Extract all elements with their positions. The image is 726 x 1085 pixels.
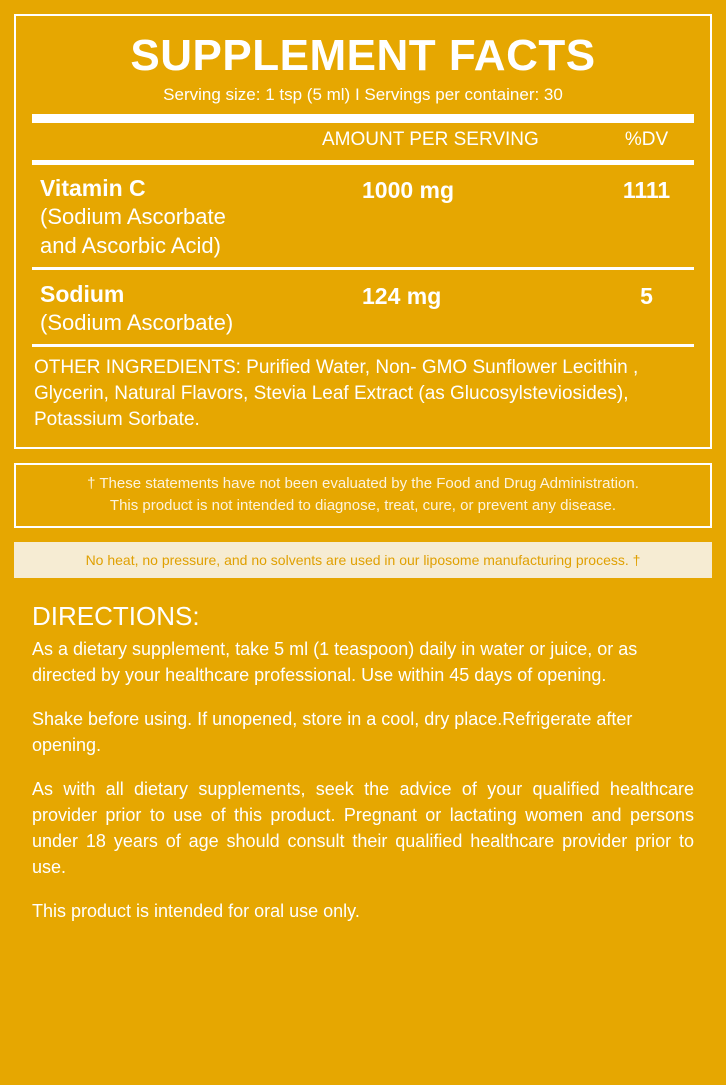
nutrient-name: Vitamin C bbox=[40, 175, 146, 201]
column-headers bbox=[32, 125, 694, 156]
other-ingredients-text: OTHER INGREDIENTS: Purified Water, Non- GMO Sunflower Lecithin , Glycerin, Natural Flavors, Stevia Leaf Extract (as Glucosylsteviosides), Potassium Sorbate. bbox=[34, 357, 639, 430]
supplement-facts-panel bbox=[14, 14, 712, 449]
nutrient-amount: 1000 mg bbox=[362, 177, 455, 203]
serving-size-line: Serving size: 1 tsp (5 ml) I Servings per container: 30 bbox=[163, 85, 563, 104]
nutrient-name: Sodium bbox=[40, 281, 125, 307]
directions-paragraph-2: Shake before using. If unopened, store in a cool, dry place.Refrigerate after opening. bbox=[32, 709, 633, 755]
nutrient-source-line-1: (Sodium Ascorbate bbox=[40, 204, 226, 229]
divider-thick-top bbox=[32, 114, 694, 123]
directions-section bbox=[14, 600, 712, 924]
table-row bbox=[32, 274, 694, 341]
nutrient-name-group bbox=[32, 280, 362, 337]
directions-paragraph-1: As a dietary supplement, take 5 ml (1 teaspoon) daily in water or juice, or as directed by your healthcare professional. Use within 45 days of opening. bbox=[32, 639, 638, 685]
directions-paragraph-4: This product is intended for oral use only. bbox=[32, 901, 360, 921]
nutrient-amount: 124 mg bbox=[362, 283, 442, 309]
manufacturing-highlight-strip: No heat, no pressure, and no solvents are used in our liposome manufacturing process. † bbox=[14, 542, 712, 578]
page-title: SUPPLEMENT FACTS bbox=[130, 31, 596, 80]
table-row bbox=[32, 168, 694, 264]
nutrient-name-group bbox=[32, 174, 362, 260]
column-header-amount: AMOUNT PER SERVING bbox=[322, 129, 539, 150]
nutrient-source-line-1: (Sodium Ascorbate) bbox=[40, 310, 234, 335]
fda-disclaimer-box bbox=[14, 463, 712, 528]
nutrient-daily-value: 5 bbox=[640, 283, 653, 309]
directions-paragraph-3: As with all dietary supplements, seek the advice of your qualified healthcare provider prior to use of this product. Pregnant or lactating women and persons under 18 years of age should consult their qualified healthcare provider prior to use. bbox=[32, 779, 694, 877]
nutrient-daily-value: 1111 bbox=[622, 177, 671, 203]
divider-above-other-ingredients bbox=[32, 344, 694, 347]
divider-under-headers bbox=[32, 160, 694, 165]
directions-title: DIRECTIONS: bbox=[32, 601, 200, 631]
column-header-dv: %DV bbox=[624, 129, 669, 150]
fda-disclaimer-line-1: † These statements have not been evaluated by the Food and Drug Administration. bbox=[87, 475, 639, 492]
nutrient-source-line-2: and Ascorbic Acid) bbox=[40, 233, 221, 258]
fda-disclaimer-line-2: This product is not intended to diagnose, treat, cure, or prevent any disease. bbox=[109, 497, 617, 514]
divider-between-nutrients bbox=[32, 267, 694, 270]
